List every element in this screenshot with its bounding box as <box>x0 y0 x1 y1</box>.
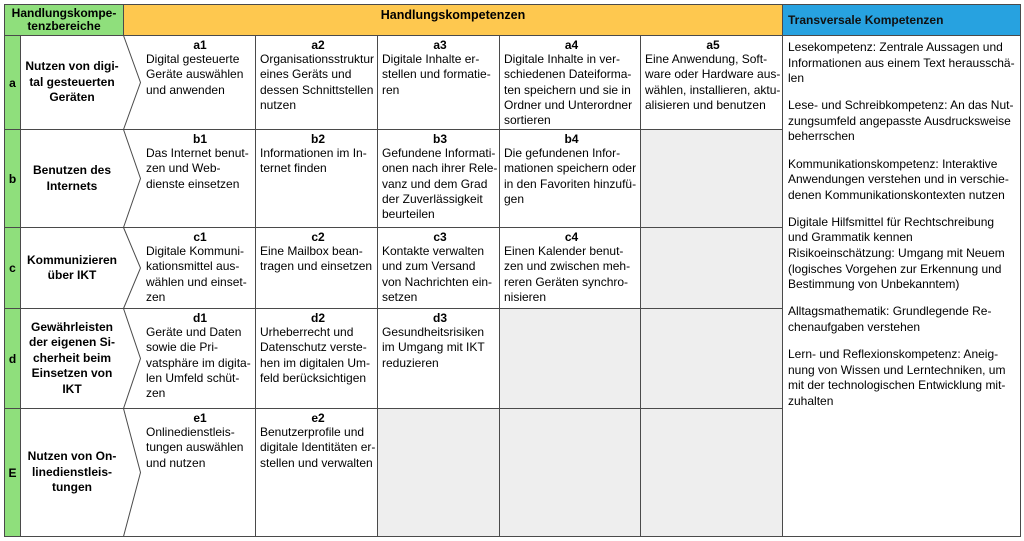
row-letter-a: a <box>4 35 21 130</box>
competency-code: e2 <box>311 411 325 425</box>
competency-area-name: Benutzen des Internets <box>32 163 111 193</box>
competency-code: b3 <box>432 132 447 146</box>
competency-cell-a3 <box>377 35 500 130</box>
competency-code: a4 <box>564 38 579 52</box>
competency-text: Eine Mailbox bean- tragen und einsetzen <box>260 244 373 274</box>
competency-cell-d2 <box>255 308 378 409</box>
competency-text: Urheberrecht und Datenschutz verste- hen im digitalen Um- feld berücksichtigen <box>260 325 371 385</box>
competency-cell-b4 <box>499 129 641 228</box>
areas-header-label: Handlungskompe- tenzbereiche <box>11 5 117 33</box>
competency-code: c1 <box>193 230 207 244</box>
competency-cell-b2 <box>255 129 378 228</box>
competency-text: Einen Kalender benut- zen und zwischen meh- reren Geräten synchro- nisieren <box>504 244 631 304</box>
competency-code: a3 <box>433 38 447 52</box>
competency-text: Geräte und Daten sowie die Pri- vatsphäre im digita- len Umfeld schüt- zen <box>146 325 251 401</box>
competency-cell-a4 <box>499 35 641 130</box>
competency-code: c2 <box>311 230 325 244</box>
competency-cell-b3 <box>377 129 500 228</box>
transversal-item: Lese- und Schreibkompetenz: An das Nut- zungsumfeld angepasste Ausdrucksweise beherrschen <box>788 98 1014 144</box>
row-letter-c: c <box>4 227 21 309</box>
transversal-header-label: Transversale Kompetenzen <box>788 13 944 27</box>
empty-cell <box>377 408 500 537</box>
competency-area-b <box>20 129 123 228</box>
transversal-header <box>782 4 1021 36</box>
competency-cell-b1 <box>123 129 256 228</box>
competency-area-e <box>20 408 123 537</box>
competency-area-name: Kommunizieren über IKT <box>26 252 117 282</box>
competency-code: a1 <box>193 38 207 52</box>
competency-cell-e2 <box>255 408 378 537</box>
competency-text: Gesundheitsrisiken im Umgang mit IKT reduzieren <box>382 325 485 370</box>
areas-header <box>4 4 124 36</box>
competency-code: a2 <box>311 38 325 52</box>
competency-cell-c1 <box>123 227 256 309</box>
competency-code: d3 <box>432 311 447 325</box>
competency-cell-c3 <box>377 227 500 309</box>
empty-cell <box>640 129 783 228</box>
empty-cell <box>640 308 783 409</box>
competency-area-name: Nutzen von On- linedienstleis- tungen <box>27 449 117 495</box>
transversal-item: Alltagsmathematik: Grundlegende Re- chenaufgaben verstehen <box>788 304 992 334</box>
competency-text: Gefundene Informati- onen nach ihrer Rele- vanz und dem Grad der Zuverlässigkeit beurteilen <box>382 146 498 222</box>
competency-text: Organisationsstruktur eines Geräts und dessen Schnittstellen nutzen <box>260 52 375 112</box>
transversal-item: Digitale Hilfsmittel für Rechtschreibung und Grammatik kennen <box>788 214 995 245</box>
competency-code: a5 <box>706 38 720 52</box>
competency-code: d1 <box>192 311 207 325</box>
competency-text: Informationen im In- ternet finden <box>260 146 367 176</box>
competency-text: Digitale Kommuni- kationsmittel aus- wählen und einset- zen <box>146 244 247 304</box>
competency-text: Eine Anwendung, Soft- ware oder Hardware aus- wählen, installieren, aktu- alisieren und benutzen <box>645 52 781 112</box>
competency-cell-a1 <box>123 35 256 130</box>
competency-code: b4 <box>564 132 579 146</box>
competency-text: Digital gesteuerte Geräte auswählen und anwenden <box>146 52 244 97</box>
competencies-header-label: Handlungskompetenzen <box>380 8 526 22</box>
empty-cell <box>640 227 783 309</box>
competency-cell-e1 <box>123 408 256 537</box>
competencies-header <box>123 4 783 36</box>
row-letter-d: d <box>4 308 21 409</box>
competency-text: Onlinedienstleis- tungen auswählen und nutzen <box>146 425 244 470</box>
transversal-item: Lern- und Reflexionskompetenz: Aneig- nung von Wissen und Lerntechniken, um mit der technologischen Entwicklung mit- zuhalten <box>788 347 1006 408</box>
competency-cell-a5 <box>640 35 783 130</box>
competency-cell-d1 <box>123 308 256 409</box>
competency-cell-a2 <box>255 35 378 130</box>
competency-area-a <box>20 35 123 130</box>
competency-text: Benutzerprofile und digitale Identitäten er- stellen und verwalten <box>260 425 376 470</box>
competency-text: Digitale Inhalte er- stellen und formatie- ren <box>382 52 491 97</box>
competency-code: d2 <box>310 311 325 325</box>
competency-cell-c2 <box>255 227 378 309</box>
transversal-competencies <box>782 35 1021 537</box>
competency-code: c3 <box>433 230 447 244</box>
competency-text: Das Internet benut- zen und Web- dienste einsetzen <box>146 146 249 191</box>
competency-code: c4 <box>564 230 579 244</box>
competency-text: Die gefundenen Infor- mationen speichern oder in den Favoriten hinzufü- gen <box>504 146 637 206</box>
transversal-item: Lesekompetenz: Zentrale Aussagen und Informationen aus einem Text herausschä- len <box>788 40 1015 86</box>
empty-cell <box>640 408 783 537</box>
competency-cell-c4 <box>499 227 641 309</box>
competency-code: b1 <box>192 132 207 146</box>
transversal-item: Kommunikationskompetenz: Interaktive Anwendungen verstehen und in verschie- denen Kommunikationskontexten nutzen <box>788 156 1009 202</box>
competency-area-d <box>20 308 123 409</box>
competency-cell-d3 <box>377 308 500 409</box>
row-letter-e: E <box>4 408 21 537</box>
competency-code: e1 <box>193 411 207 425</box>
competency-text: Digitale Inhalte in ver- schiedenen Dateiforma- ten speichern und sie in Ordner und Unterordner sortieren <box>504 52 633 128</box>
empty-cell <box>499 308 641 409</box>
competency-code: b2 <box>310 132 325 146</box>
row-letter-b: b <box>4 129 21 228</box>
competency-text: Kontakte verwalten und zum Versand von Nachrichten ein- setzen <box>382 244 493 304</box>
competency-area-name: Nutzen von digi- tal gesteuerten Geräten <box>25 59 119 105</box>
transversal-item: Risikoeinschätzung: Umgang mit Neuem (logisches Vorgehen zur Erkennung und Bestimmung von Unbekanntem) <box>788 246 1005 292</box>
empty-cell <box>499 408 641 537</box>
competency-area-c <box>20 227 123 309</box>
competency-area-name: Gewährleisten der eigenen Si- cherheit beim Einsetzen von IKT <box>28 319 116 396</box>
